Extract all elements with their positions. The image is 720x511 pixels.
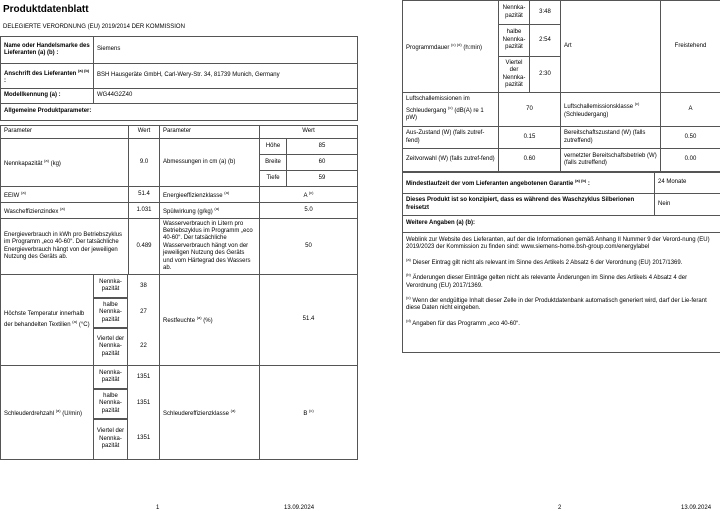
capacity-value: 9.0: [129, 139, 160, 187]
page-title: Produktdatenblatt: [3, 4, 89, 15]
off-mode-value: 0.15: [499, 127, 561, 149]
general-params-heading: Allgemeine Produktparameter:: [1, 104, 358, 121]
silver-ions-value: Nein: [655, 194, 720, 216]
delay-start-value: 0.60: [499, 149, 561, 172]
eeiw-label-cell: EEIW $^{(a)}$: [1, 187, 129, 203]
prog-halb-label: halbe Nennka-pazität: [499, 25, 530, 57]
rinse-value: 5.0: [260, 203, 358, 219]
additional-info-heading: Weitere Angaben (a) (b):: [403, 216, 720, 233]
model-value: WG44G2Z40: [94, 89, 358, 104]
spin-speed-subtable: [94, 366, 160, 460]
spin-class-value-cell: B $^{(c)}$: [260, 366, 358, 460]
footer-date-2: 13.09.2024: [681, 505, 712, 511]
width-label: Breite: [260, 155, 287, 171]
footnote-c: $^{(c)}$ Wenn der endgültige Inhalt dieser Zelle in der Produktdatenbank automatisch generiert wird, darf der Lie-ferant diese Daten nicht eingeben.: [406, 295, 707, 312]
header-value-1: Wert: [129, 126, 160, 139]
noise-class-label-cell: Luftschallemissionsklasse $^{(c)}$ (Schleudergang): [561, 93, 661, 127]
supplier-table: [0, 36, 358, 121]
energy-consumption-value: 0.489: [129, 219, 160, 275]
temp-viertel-label: Viertel der Nennka-pazität: [94, 328, 128, 365]
eeiw-value: 51.4: [129, 187, 160, 203]
energy-class-label-cell: Energieeffizienzklasse $^{(a)}$: [160, 187, 260, 203]
spin-nenn-label: Nennka-pazität: [94, 366, 128, 389]
max-temp-subtable: [94, 275, 160, 366]
spin-viertel-value: 1351: [136, 435, 151, 442]
noise-label-cell: Luftschallemissionen im Schleudergang $^{(c)}$ (dB(A) re 1 pW): [403, 93, 499, 127]
page-2: [362, 0, 720, 511]
prog-nenn-label: Nennka-pazität: [499, 1, 530, 25]
page-number-2: 2: [558, 505, 562, 511]
warranty-label-cell: Mindestlaufzeit der vom Lieferanten angebotenen Garantie $^{(a) (b)}$ :: [403, 173, 655, 194]
footnote-a: $^{(a)}$ Dieser Eintrag gilt nicht als relevant im Sinne des Artikels 2 Absatz 6 der Verordnung (EU) 2017/1369.: [406, 256, 683, 266]
address-value: BSH Hausgeräte GmbH, Carl-Wery-Str. 34, 81739 Munich, Germany: [94, 64, 358, 89]
footer-date-1: 13.09.2024: [284, 505, 315, 511]
water-consumption-value: 50: [260, 219, 358, 275]
info-table: [402, 172, 720, 353]
params-table: [0, 125, 358, 460]
standby-value: 0.50: [661, 127, 720, 149]
model-label: Modellkennung (a) :: [1, 89, 94, 104]
temp-halb-label: halbe Nennka-pazität: [94, 298, 128, 328]
standby-label: Bereitschaftszustand (W) (falls zutreffend): [561, 127, 661, 149]
max-temp-label-cell: Höchste Temperatur innerhalb der behandelten Textilien $^{(a)}$ (°C): [1, 275, 94, 366]
rinse-label-cell: Spülwirkung (g/kg) $^{(a)}$: [160, 203, 260, 219]
depth-label: Tiefe: [260, 171, 287, 187]
warranty-value: 24 Monate: [655, 173, 720, 194]
moisture-label-cell: Restfeuchte $^{(a)}$ (%): [160, 275, 260, 366]
depth-value: 59: [287, 171, 358, 187]
width-value: 60: [287, 155, 358, 171]
footnote-d: $^{(d)}$ Angaben für das Programm „eco 40-60“.: [406, 317, 520, 327]
header-parameter-1: Parameter: [1, 126, 129, 139]
energy-consumption-label: Energieverbrauch in kWh pro Betriebszyklus im Programm „eco 40-60“. Der tatsächliche Energieverbrauch hängt von der jeweiligen Nutzung des Geräts ab.: [1, 219, 129, 275]
prog-viertel-label: Viertel der Nennka-pazität: [499, 57, 530, 93]
weblink-text: Weblink zur Website des Lieferanten, auf der die Informationen gemäß Anhang II Nummer 9 der Verord-nung (EU) 2019/2023 der Kommission zu finden sind: www.siemens-home.bsh-group.com/energylabel: [406, 237, 710, 251]
temp-halb-value: 27: [140, 309, 147, 316]
temp-nenn-value: 38: [140, 282, 147, 289]
program-duration-label-cell: Programmdauer $^{(c) (d)}$ (h:min): [403, 1, 499, 93]
silver-ions-label: Dieses Produkt ist so konzipiert, dass es während des Waschzyklus Silberionen freisetzt: [403, 194, 655, 216]
supplier-value: Siemens: [94, 37, 358, 64]
type-value: Freistehend: [661, 1, 720, 93]
temp-viertel-value: 22: [140, 342, 147, 349]
energy-class-value-cell: A $^{(c)}$: [260, 187, 358, 203]
spin-class-label-cell: Schleudereffizienzklasse $^{(a)}$: [160, 366, 260, 460]
regulation-subtitle: DELEGIERTE VERORDNUNG (EU) 2019/2014 DER KOMMISSION: [3, 24, 185, 30]
water-consumption-label: Wasserverbrauch in Litern pro Betriebszyklus im Programm „eco 40-60“. Der tatsächliche Wasserverbrauch hängt von der jeweiligen Nutzung des Geräts und vom Härtegrad des Wassers ab.: [160, 219, 260, 275]
prog-halb-value: 2:54: [530, 25, 561, 57]
address-label-cell: Anschrift des Lieferanten $^{(a) (b)}$ :: [1, 64, 94, 89]
program-table: [402, 0, 720, 172]
prog-nenn-value: 3:48: [530, 1, 561, 25]
height-label: Höhe: [260, 139, 287, 155]
notes-cell: [403, 233, 720, 353]
prog-viertel-value: 2:30: [530, 57, 561, 93]
header-parameter-2: Parameter: [160, 126, 260, 139]
height-value: 85: [287, 139, 358, 155]
spin-viertel-label: Viertel der Nennka-pazität: [94, 419, 128, 459]
spin-nenn-value: 1351: [136, 373, 151, 380]
delay-start-label: Zeitvorwahl (W) (falls zutref-fend): [403, 149, 499, 172]
page-1: [0, 0, 357, 511]
spin-halb-value: 1351: [136, 400, 151, 407]
supplier-label: Name oder Handelsmarke des Lieferanten (a) (b) :: [1, 37, 94, 64]
dimensions-label: Abmessungen in cm (a) (b): [160, 139, 260, 187]
noise-value: 70: [499, 93, 561, 127]
type-label: Art: [561, 1, 661, 93]
footnote-b: $^{(b)}$ Änderungen dieser Einträge gelten nicht als relevante Änderungen im Sinne des Artikels 4 Absatz 4 der Verordnung (EU) 2017/1369.: [406, 272, 688, 289]
temp-nenn-label: Nennka-pazität: [94, 275, 128, 298]
networked-standby-label: vernetzter Bereitschaftsbetrieb (W) (falls zutreffend): [561, 149, 661, 172]
capacity-label-cell: Nennkapazität $^{(a)}$ (kg): [1, 139, 129, 187]
noise-class-value: A: [661, 93, 720, 127]
spin-halb-label: halbe Nennka-pazität: [94, 389, 128, 419]
wash-index-value: 1.031: [129, 203, 160, 219]
moisture-value: 51.4: [260, 275, 358, 366]
networked-standby-value: 0.00: [661, 149, 720, 172]
page-number-1: 1: [156, 505, 160, 511]
header-value-2: Wert: [260, 126, 358, 139]
spin-speed-label-cell: Schleuderdrehzahl $^{(a)}$ (U/min): [1, 366, 94, 460]
wash-index-label-cell: Wascheffizienzindex $^{(a)}$: [1, 203, 129, 219]
off-mode-label: Aus-Zustand (W) (falls zutref-fend): [403, 127, 499, 149]
